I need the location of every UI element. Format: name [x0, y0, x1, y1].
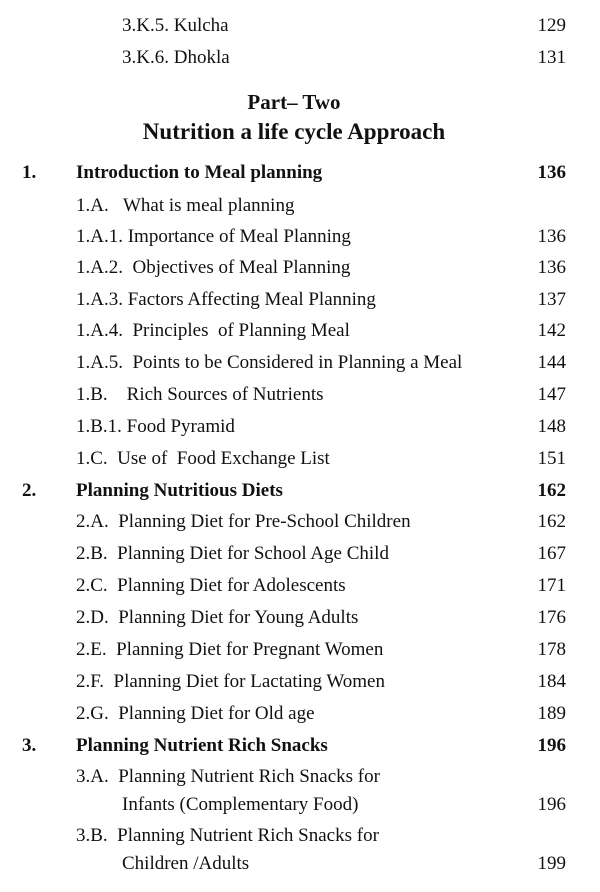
toc-entry — [0, 11, 600, 41]
toc-entry-text: 2.D. Planning Diet for Young Adults — [76, 607, 359, 628]
chapter-page: 196 — [537, 735, 566, 756]
chapter-title: Planning Nutrient Rich Snacks — [76, 735, 328, 756]
toc-entry-page: 162 — [537, 511, 566, 532]
toc-entry-page: 148 — [537, 416, 566, 437]
toc-entry — [0, 444, 600, 474]
toc-entry-text: 1.B. Rich Sources of Nutrients — [76, 384, 324, 405]
toc-entry-text: 1.A. What is meal planning — [76, 195, 295, 216]
chapter-page: 162 — [537, 480, 566, 501]
toc-entry — [0, 380, 600, 410]
toc-entry-text: 1.A.4. Principles of Planning Meal — [76, 320, 350, 341]
toc-entry-text: 3.K.6. Dhokla — [122, 47, 230, 68]
toc-entry — [0, 348, 600, 378]
toc-entry-page: 189 — [537, 703, 566, 724]
part-title: Nutrition a life cycle Approach — [142, 119, 446, 144]
toc-entry-text: 3.B. Planning Nutrient Rich Snacks for — [76, 825, 379, 846]
toc-entry-page: 129 — [537, 15, 566, 36]
chapter-page: 136 — [537, 162, 566, 183]
toc-entry — [0, 699, 600, 729]
toc-entry-text: 2.G. Planning Diet for Old age — [76, 703, 315, 724]
toc-entry-text: Children /Adults — [122, 853, 250, 874]
toc-entry-page: 147 — [537, 384, 566, 405]
chapter-heading — [0, 158, 600, 188]
toc-entry-page: 199 — [537, 853, 566, 874]
toc-entry-page: 136 — [537, 226, 566, 247]
toc-entry-page: 151 — [537, 448, 566, 469]
toc-entry-text: 1.A.3. Factors Affecting Meal Planning — [76, 289, 376, 310]
toc-entry-text: 1.C. Use of Food Exchange List — [76, 448, 330, 469]
toc-entry-text: 1.A.2. Objectives of Meal Planning — [76, 257, 351, 278]
toc-entry-text: 2.F. Planning Diet for Lactating Women — [76, 671, 385, 692]
toc-entry — [0, 412, 600, 442]
chapter-title: Planning Nutritious Diets — [76, 480, 283, 501]
toc-entry-page: 131 — [537, 47, 566, 68]
toc-entry — [0, 762, 600, 792]
toc-entry-text: 2.C. Planning Diet for Adolescents — [76, 575, 346, 596]
toc-entry — [0, 316, 600, 346]
toc-entry — [0, 603, 600, 633]
toc-entry — [0, 43, 600, 73]
toc-entry — [0, 507, 600, 537]
toc-entry — [0, 571, 600, 601]
toc-entry — [0, 790, 600, 820]
toc-entry-page: 142 — [537, 320, 566, 341]
toc-entry-page: 178 — [537, 639, 566, 660]
toc-entry — [0, 285, 600, 315]
toc-entry-page: 176 — [537, 607, 566, 628]
toc-entry — [0, 222, 600, 252]
toc-entry-page: 137 — [537, 289, 566, 310]
part-label: Part– Two — [247, 90, 341, 114]
toc-entry — [0, 635, 600, 665]
chapter-heading — [0, 476, 600, 506]
toc-entry-page: 184 — [537, 671, 566, 692]
toc-entry-page: 196 — [537, 794, 566, 815]
toc-entry-page: 136 — [537, 257, 566, 278]
toc-entry-text: 2.A. Planning Diet for Pre-School Children — [76, 511, 411, 532]
toc-entry — [0, 821, 600, 851]
toc-entry — [0, 849, 600, 879]
toc-entry-text: 1.B.1. Food Pyramid — [76, 416, 235, 437]
toc-entry-page: 144 — [537, 352, 566, 373]
toc-entry — [0, 191, 600, 221]
chapter-number: 2. — [22, 480, 37, 501]
toc-entry-text: 3.K.5. Kulcha — [122, 15, 229, 36]
toc-entry — [0, 667, 600, 697]
toc-entry-text: Infants (Complementary Food) — [122, 794, 359, 815]
toc-entry-text: 2.E. Planning Diet for Pregnant Women — [76, 639, 384, 660]
toc-entry-text: 3.A. Planning Nutrient Rich Snacks for — [76, 766, 380, 787]
toc-entry-text: 1.A.1. Importance of Meal Planning — [76, 226, 351, 247]
chapter-number: 1. — [22, 162, 37, 183]
toc-entry — [0, 539, 600, 569]
toc-entry-text: 1.A.5. Points to be Considered in Planning a Meal — [76, 352, 463, 373]
toc-entry — [0, 253, 600, 283]
toc-entry-text: 2.B. Planning Diet for School Age Child — [76, 543, 389, 564]
toc-entry-page: 167 — [537, 543, 566, 564]
toc-entry-page: 171 — [537, 575, 566, 596]
chapter-title: Introduction to Meal planning — [76, 162, 323, 183]
chapter-number: 3. — [22, 735, 37, 756]
chapter-heading — [0, 731, 600, 761]
